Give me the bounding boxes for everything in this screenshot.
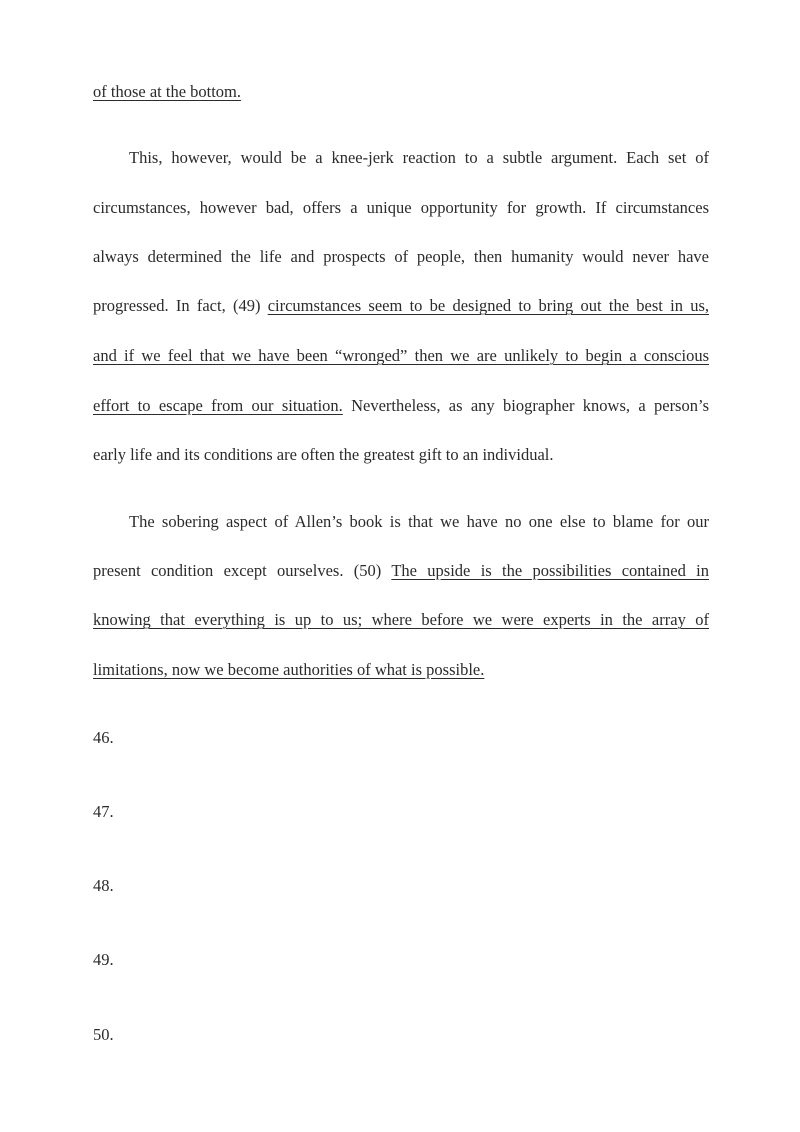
paragraph-line: early life and its conditions are often the greatest gift to an individual. <box>93 445 554 464</box>
underlined-text: effort to escape from our situation. <box>93 396 343 415</box>
paragraph-line <box>93 296 709 316</box>
underlined-text: knowing that everything is up to us; where before we were experts in the array of <box>93 610 709 629</box>
plain-text: present condition except ourselves. (50) <box>93 561 392 580</box>
question-number: 46. <box>93 728 114 747</box>
question-number: 47. <box>93 802 114 821</box>
paragraph-line: The sobering aspect of Allen’s book is that we have no one else to blame for our <box>129 512 709 531</box>
underlined-text: The upside is the possibilities contained in <box>391 561 709 580</box>
underlined-text: and if we feel that we have been “wronged” then we are unlikely to begin a conscious <box>93 346 709 365</box>
paragraph-line <box>93 610 709 630</box>
paragraph-line <box>93 346 709 366</box>
paragraph-line: This, however, would be a knee-jerk reaction to a subtle argument. Each set of <box>129 148 709 167</box>
question-number: 49. <box>93 950 114 969</box>
question-number: 50. <box>93 1025 114 1044</box>
paragraph-continuation <box>93 82 709 102</box>
paragraph-line: always determined the life and prospects of people, then humanity would never have <box>93 247 709 266</box>
underlined-text: circumstances seem to be designed to bring out the best in us, <box>267 296 709 315</box>
paragraph-line <box>93 561 709 581</box>
paragraph-line <box>93 396 709 416</box>
underlined-text: of those at the bottom. <box>93 82 242 101</box>
paragraph-line <box>93 660 709 680</box>
underlined-text: limitations, now we become authorities of what is possible. <box>93 660 485 679</box>
plain-text: progressed. In fact, (49) <box>93 296 268 315</box>
plain-text: Nevertheless, as any biographer knows, a person’s <box>342 396 709 415</box>
question-number: 48. <box>93 876 114 895</box>
paragraph-line: circumstances, however bad, offers a unique opportunity for growth. If circumstances <box>93 198 709 217</box>
